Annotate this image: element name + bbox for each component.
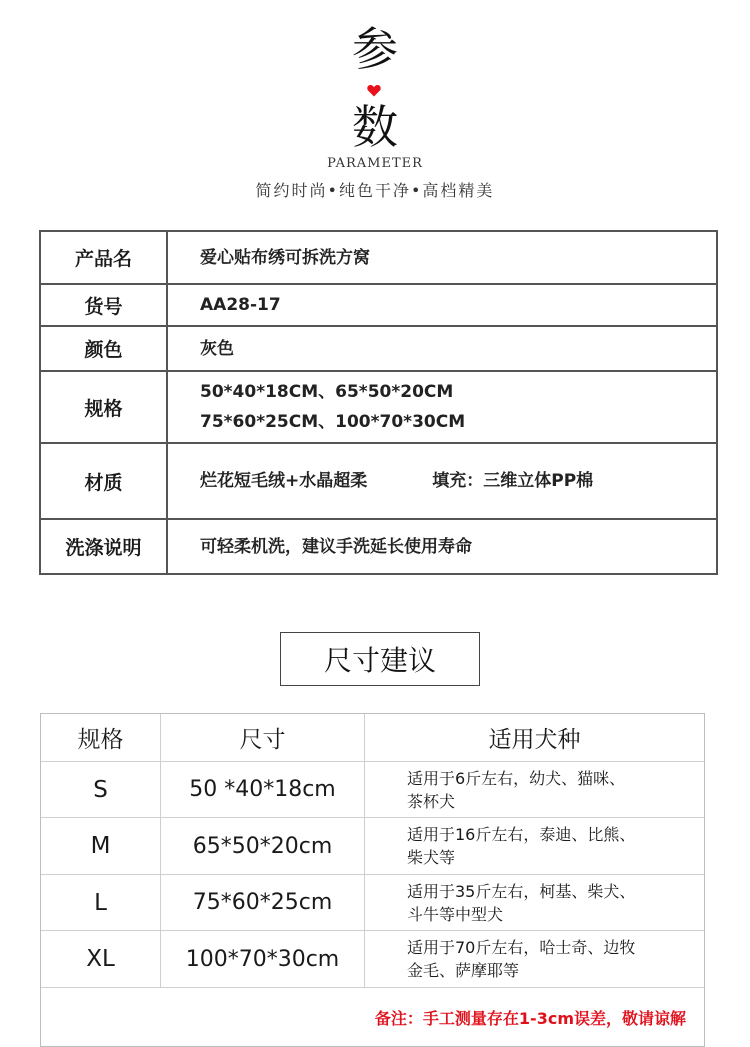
table-row	[41, 762, 704, 818]
param-row-washing	[41, 520, 716, 573]
param-row-material	[41, 444, 716, 520]
param-value-line: 灰色	[200, 338, 234, 359]
suitable-line: 适用于70斤左右，哈士奇、边牧	[407, 938, 636, 957]
material-text: 烂花短毛绒+水晶超柔	[200, 471, 368, 491]
size-dimension: 100*70*30cm	[161, 931, 365, 987]
param-value	[168, 327, 716, 370]
table-row	[41, 931, 704, 988]
suitable-line: 茶杯犬	[407, 791, 456, 811]
param-row-name	[41, 232, 716, 285]
size-suitable	[365, 762, 704, 817]
size-spec: XL	[41, 931, 161, 987]
param-key: 洗涤说明	[41, 520, 168, 573]
slogan: 简约时尚•纯色干净•高档精美	[255, 181, 495, 200]
size-note: 备注：手工测量存在1-3cm误差，敬请谅解	[374, 1008, 686, 1028]
param-row-spec	[41, 372, 716, 444]
param-value	[168, 444, 716, 518]
heart-icon	[367, 84, 381, 97]
param-value	[168, 372, 716, 442]
param-row-sku	[41, 285, 716, 327]
filling-text: 填充：三维立体PP棉	[432, 471, 594, 491]
parameter-table	[39, 230, 718, 575]
size-section-title: 尺寸建议	[280, 632, 480, 686]
header-suitable: 适用犬种	[488, 727, 581, 753]
title-char-bottom: 数	[352, 100, 398, 154]
param-value	[168, 232, 716, 283]
table-row	[41, 818, 704, 875]
param-value	[168, 520, 716, 573]
size-dimension: 65*50*20cm	[161, 818, 365, 874]
suitable-line: 柴犬等	[407, 848, 456, 867]
suitable-line: 金毛、萨摩耶等	[407, 961, 520, 980]
param-value-line: 爱心贴布绣可拆洗方窝	[200, 247, 370, 268]
size-spec: L	[41, 875, 161, 930]
subtitle-en: PARAMETER	[327, 156, 423, 171]
suitable-line: 斗牛等中型犬	[407, 904, 504, 924]
param-value-line: 可轻柔机洗，建议手洗延长使用寿命	[200, 536, 472, 557]
suitable-line: 适用于16斤左右，泰迪、比熊、	[407, 825, 636, 844]
size-dimension: 75*60*25cm	[161, 875, 365, 930]
param-key: 颜色	[41, 327, 168, 370]
param-value	[168, 285, 716, 325]
param-row-color	[41, 327, 716, 372]
size-spec: S	[41, 762, 161, 817]
param-value-line: 75*60*25CM、100*70*30CM	[200, 412, 466, 432]
param-value-line: 50*40*18CM、65*50*20CM	[200, 382, 454, 402]
param-key: 货号	[41, 285, 168, 325]
suitable-line: 适用于35斤左右，柯基、柴犬、	[407, 881, 636, 901]
size-suitable	[365, 818, 704, 874]
size-spec: M	[41, 818, 161, 874]
param-key: 产品名	[41, 232, 168, 283]
header-spec: 规格	[41, 714, 161, 761]
param-value-line: AA28-17	[200, 295, 281, 315]
size-table-header	[41, 714, 704, 762]
table-row	[41, 875, 704, 931]
size-suitable	[365, 875, 704, 930]
size-dimension: 50 *40*18cm	[161, 762, 365, 817]
header-size: 尺寸	[161, 714, 365, 761]
header	[0, 0, 750, 215]
title-char-top: 参	[352, 22, 398, 76]
size-suitable	[365, 931, 704, 987]
param-key: 材质	[41, 444, 168, 518]
suitable-line: 适用于6斤左右，幼犬、猫咪、	[407, 768, 626, 788]
param-key: 规格	[41, 372, 168, 442]
size-table	[40, 713, 705, 1047]
